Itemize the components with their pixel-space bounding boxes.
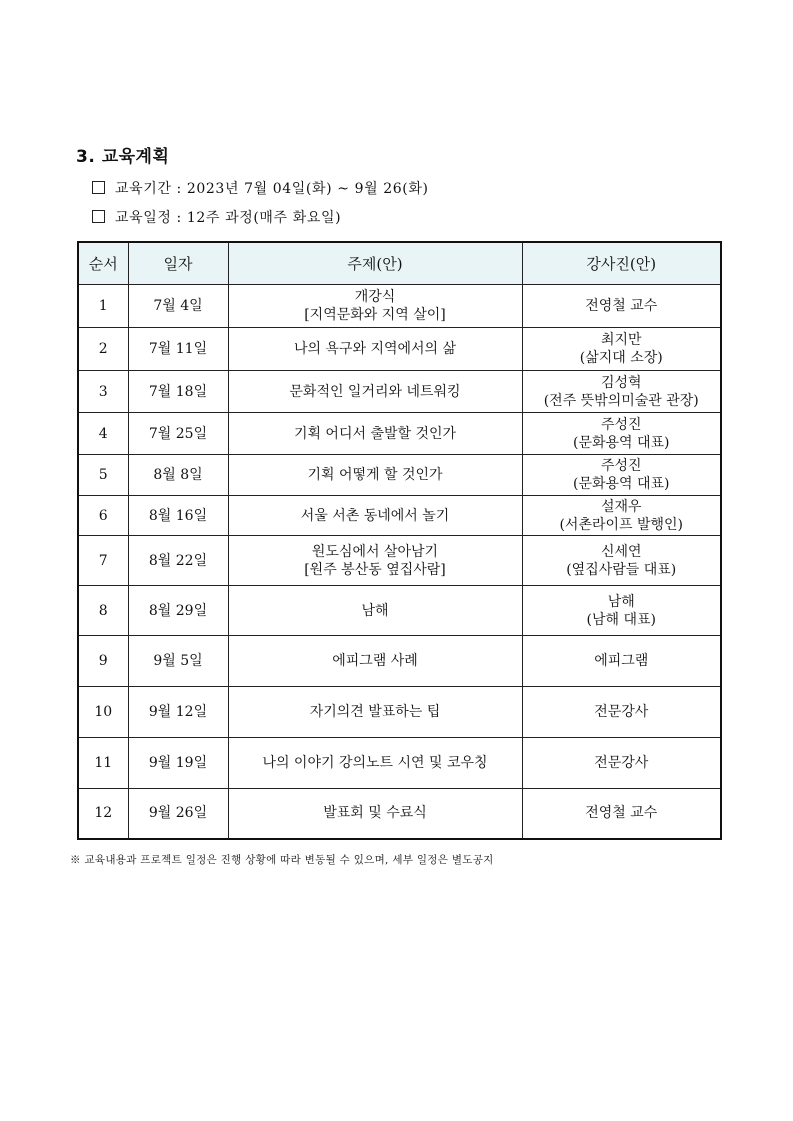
header-no: 순서 [78, 242, 128, 285]
cell-no: 1 [78, 285, 128, 328]
info-period [92, 178, 429, 198]
cell-no: 10 [78, 687, 128, 738]
cell-topic: 기획 어떻게 할 것인가 [228, 455, 522, 496]
cell-lecturer: 전영철 교수 [522, 285, 721, 328]
cell-topic: 에피그램 사례 [228, 636, 522, 687]
checkbox-icon [92, 181, 105, 194]
cell-lecturer: 최지만 (삶지대 소장) [522, 328, 721, 371]
table-row [78, 413, 721, 455]
cell-no: 11 [78, 738, 128, 789]
cell-no: 3 [78, 371, 128, 413]
cell-date: 8월 29일 [128, 586, 228, 636]
info-schedule-text: 교육일정 : 12주 과정(매주 화요일) [115, 210, 342, 226]
table-row [78, 455, 721, 496]
footnote: ※ 교육내용과 프로젝트 일정은 진행 상황에 따라 변동될 수 있으며, 세부 일정은 별도공지 [70, 854, 494, 866]
cell-lecturer: 전문강사 [522, 738, 721, 789]
table-row [78, 789, 721, 839]
cell-no: 9 [78, 636, 128, 687]
table-row [78, 328, 721, 371]
cell-topic: 문화적인 일거리와 네트워킹 [228, 371, 522, 413]
table-row [78, 738, 721, 789]
cell-date: 7월 25일 [128, 413, 228, 455]
cell-no: 5 [78, 455, 128, 496]
cell-no: 6 [78, 496, 128, 536]
cell-lecturer: 신세연 (옆집사람들 대표) [522, 536, 721, 586]
cell-date: 9월 19일 [128, 738, 228, 789]
cell-lecturer: 주성진 (문화용역 대표) [522, 413, 721, 455]
cell-topic: 나의 욕구와 지역에서의 삶 [228, 328, 522, 371]
table-row [78, 636, 721, 687]
cell-date: 9월 26일 [128, 789, 228, 839]
table-row [78, 496, 721, 536]
cell-no: 12 [78, 789, 128, 839]
cell-date: 9월 12일 [128, 687, 228, 738]
cell-date: 9월 5일 [128, 636, 228, 687]
table-row [78, 586, 721, 636]
cell-no: 4 [78, 413, 128, 455]
cell-date: 7월 18일 [128, 371, 228, 413]
cell-lecturer: 설재우 (서촌라이프 발행인) [522, 496, 721, 536]
cell-no: 8 [78, 586, 128, 636]
cell-topic: 서울 서촌 동네에서 놀기 [228, 496, 522, 536]
cell-topic: 나의 이야기 강의노트 시연 및 코우칭 [228, 738, 522, 789]
info-schedule [92, 207, 341, 227]
cell-lecturer: 남해 (남해 대표) [522, 586, 721, 636]
cell-topic: 원도심에서 살아남기 [원주 봉산동 옆집사람] [228, 536, 522, 586]
cell-lecturer: 김성혁 (전주 뜻밖의미술관 관장) [522, 371, 721, 413]
cell-lecturer: 전영철 교수 [522, 789, 721, 839]
cell-date: 7월 11일 [128, 328, 228, 371]
cell-lecturer: 전문강사 [522, 687, 721, 738]
cell-date: 8월 8일 [128, 455, 228, 496]
info-period-text: 교육기간 : 2023년 7월 04일(화) ~ 9월 26(화) [115, 181, 429, 197]
table-row [78, 536, 721, 586]
cell-topic: 남해 [228, 586, 522, 636]
cell-lecturer: 에피그램 [522, 636, 721, 687]
cell-topic: 자기의견 발표하는 팁 [228, 687, 522, 738]
checkbox-icon [92, 210, 105, 223]
cell-no: 2 [78, 328, 128, 371]
cell-no: 7 [78, 536, 128, 586]
cell-date: 8월 22일 [128, 536, 228, 586]
header-lecturer: 강사진(안) [522, 242, 721, 285]
header-date: 일자 [128, 242, 228, 285]
cell-topic: 발표회 및 수료식 [228, 789, 522, 839]
table-row [78, 687, 721, 738]
section-title: 3. 교육계획 [76, 147, 170, 167]
education-plan-table [77, 241, 722, 840]
cell-date: 7월 4일 [128, 285, 228, 328]
cell-lecturer: 주성진 (문화용역 대표) [522, 455, 721, 496]
cell-date: 8월 16일 [128, 496, 228, 536]
header-topic: 주제(안) [228, 242, 522, 285]
cell-topic: 개강식 [지역문화와 지역 살이] [228, 285, 522, 328]
table-header-row [78, 242, 721, 285]
table-row [78, 285, 721, 328]
cell-topic: 기획 어디서 출발할 것인가 [228, 413, 522, 455]
table-row [78, 371, 721, 413]
